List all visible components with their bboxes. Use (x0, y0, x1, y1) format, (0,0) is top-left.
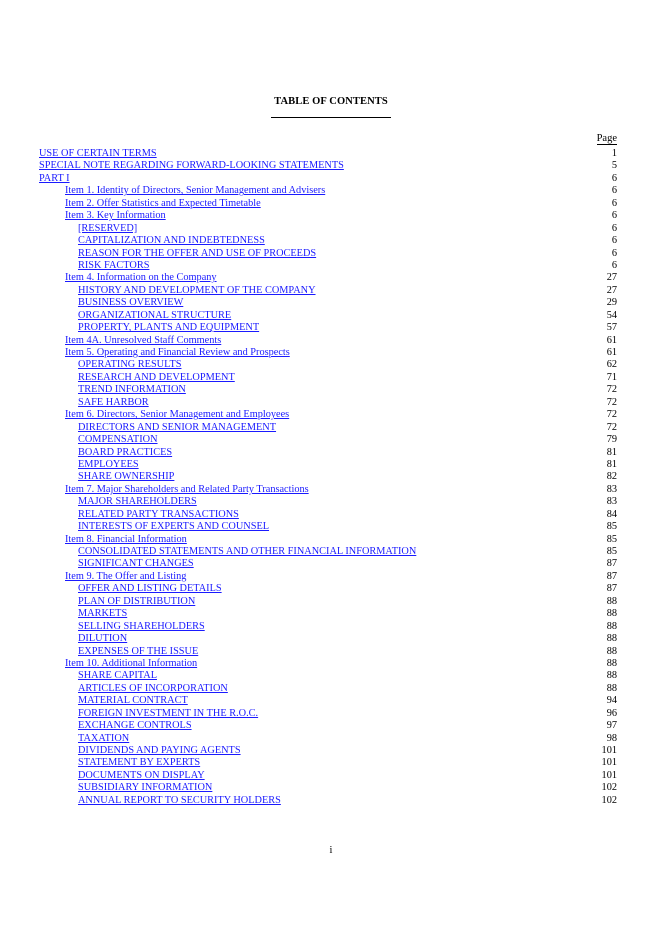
page-title: TABLE OF CONTENTS (274, 96, 388, 107)
toc-entry (39, 447, 617, 459)
toc-entry (39, 795, 617, 807)
toc-entry (39, 720, 617, 732)
toc-entry (39, 757, 617, 769)
toc-entry-link[interactable]: BUSINESS OVERVIEW (78, 297, 184, 309)
toc-entry (39, 434, 617, 446)
toc-entry (39, 558, 617, 570)
toc-entry-page: 85 (606, 521, 617, 533)
toc-entry-link[interactable]: RESEARCH AND DEVELOPMENT (78, 371, 235, 383)
toc-entry-page: 27 (606, 284, 617, 296)
toc-entry-link[interactable]: DILUTION (78, 633, 128, 645)
toc-entry-link[interactable]: Item 4. Information on the Company (65, 272, 217, 284)
toc-entry-page: 1 (611, 148, 617, 159)
toc-entry (39, 646, 617, 658)
toc-entry-page: 88 (606, 608, 617, 620)
toc-entry-link[interactable]: Item 1. Identity of Directors, Senior Management and Advisers (65, 185, 326, 197)
toc-entry-link[interactable]: Item 5. Operating and Financial Review and Prospects (65, 347, 290, 358)
toc-entry-link[interactable]: HISTORY AND DEVELOPMENT OF THE COMPANY (78, 284, 316, 296)
toc-entry (39, 310, 617, 322)
toc-entry-page: 72 (606, 384, 617, 396)
toc-entry-link[interactable]: BOARD PRACTICES (78, 446, 173, 458)
toc-entry-page: 87 (606, 558, 617, 570)
toc-entry-link[interactable]: ANNUAL REPORT TO SECURITY HOLDERS (78, 794, 281, 806)
toc-entry-page: 61 (606, 334, 617, 346)
toc-entry-link[interactable]: PART I (39, 172, 70, 184)
toc-entry (39, 695, 617, 707)
toc-entry (39, 347, 617, 359)
toc-entry (39, 546, 617, 558)
toc-entry-link[interactable]: Item 3. Key Information (65, 210, 166, 222)
toc-entry-link[interactable]: CAPITALIZATION AND INDEBTEDNESS (78, 235, 265, 247)
toc-entry (39, 422, 617, 434)
toc-entry (39, 160, 617, 172)
toc-entry-page: 98 (606, 732, 617, 744)
toc-entry (39, 509, 617, 521)
toc-entry-link[interactable]: SPECIAL NOTE REGARDING FORWARD-LOOKING STATEMENTS (39, 160, 344, 172)
toc-entry-page: 81 (606, 458, 617, 470)
toc-entry-page: 54 (606, 309, 617, 321)
toc-entry-link[interactable]: CONSOLIDATED STATEMENTS AND OTHER FINANCIAL INFORMATION (78, 546, 417, 557)
toc-entry (39, 521, 617, 533)
toc-entry (39, 496, 617, 508)
toc-entry (39, 745, 617, 757)
toc-entry-page: 72 (606, 409, 617, 421)
toc-entry (39, 608, 617, 620)
toc-entry-page: 61 (606, 347, 617, 358)
toc-entry-page: 27 (606, 272, 617, 284)
toc-entry-page: 84 (606, 508, 617, 520)
toc-entry-page: 88 (606, 595, 617, 607)
toc-entry-link[interactable]: [RESERVED] (78, 222, 138, 234)
toc-entry (39, 272, 617, 284)
toc-entry-link[interactable]: Item 8. Financial Information (65, 533, 187, 545)
toc-entry-link[interactable]: EXCHANGE CONTROLS (78, 720, 192, 732)
toc-entry-page: 57 (606, 322, 617, 334)
toc-entry-link[interactable]: SAFE HARBOR (78, 396, 149, 408)
toc-entry (39, 633, 617, 645)
toc-entry-page: 102 (601, 782, 617, 794)
toc-entry-link[interactable]: MAJOR SHAREHOLDERS (78, 496, 197, 508)
toc-entry-link[interactable]: RISK FACTORS (78, 259, 150, 271)
toc-entry (39, 384, 617, 396)
toc-entry-link[interactable]: PROPERTY, PLANTS AND EQUIPMENT (78, 322, 260, 334)
toc-entry (39, 484, 617, 496)
toc-entry (39, 571, 617, 583)
toc-entry-link[interactable]: STATEMENT BY EXPERTS (78, 757, 201, 769)
toc-entry (39, 173, 617, 185)
toc-entry (39, 583, 617, 595)
toc-entry-link[interactable]: MARKETS (78, 608, 128, 620)
toc-entry (39, 471, 617, 483)
toc-entry (39, 596, 617, 608)
toc-entry (39, 223, 617, 235)
toc-entry-page: 83 (606, 496, 617, 508)
toc-entry (39, 670, 617, 682)
toc-entry (39, 148, 617, 160)
toc-entry (39, 372, 617, 384)
toc-entry-page: 101 (601, 745, 617, 756)
toc-entry-link[interactable]: FOREIGN INVESTMENT IN THE R.O.C. (78, 707, 259, 719)
page-number: i (329, 845, 333, 856)
toc-entry (39, 248, 617, 260)
toc-entry-page: 88 (606, 670, 617, 682)
toc-entry-page: 29 (606, 297, 617, 309)
toc-entry (39, 459, 617, 471)
toc-entry (39, 185, 617, 197)
toc-entry-link[interactable]: Item 7. Major Shareholders and Related Party Transactions (65, 483, 309, 495)
toc-entry (39, 658, 617, 670)
toc-entry (39, 235, 617, 247)
toc-entry-link[interactable]: TREND INFORMATION (78, 384, 186, 396)
toc-entry-link[interactable]: DOCUMENTS ON DISPLAY (78, 769, 205, 781)
toc-entry-page: 87 (606, 583, 617, 595)
toc-entry-link[interactable]: MATERIAL CONTRACT (78, 695, 188, 707)
page-column-header: Page (596, 133, 617, 144)
toc-entry (39, 297, 617, 309)
toc-entry-page: 6 (611, 185, 617, 197)
toc-entry-page: 85 (606, 533, 617, 545)
toc-entry-link[interactable]: RELATED PARTY TRANSACTIONS (78, 508, 239, 520)
toc-entry-link[interactable]: OFFER AND LISTING DETAILS (78, 583, 222, 595)
toc-entry (39, 198, 617, 210)
toc-entry-page: 101 (601, 769, 617, 781)
toc-entry-page: 87 (606, 570, 617, 582)
toc-entry (39, 770, 617, 782)
toc-entry-page: 88 (606, 682, 617, 694)
toc-entry-page: 6 (611, 210, 617, 222)
toc-entry-page: 96 (606, 707, 617, 719)
toc-entry-page: 72 (606, 396, 617, 408)
toc-entry-page: 94 (606, 695, 617, 707)
toc-entry-link[interactable]: Item 10. Additional Information (65, 657, 198, 669)
toc-entry (39, 397, 617, 409)
toc-entry-link[interactable]: SHARE OWNERSHIP (78, 471, 175, 483)
toc-entry-link[interactable]: SELLING SHAREHOLDERS (78, 620, 205, 632)
toc-entry-link[interactable]: ARTICLES OF INCORPORATION (78, 682, 228, 694)
toc-entry-page: 101 (601, 757, 617, 769)
toc-entry-page: 71 (606, 371, 617, 383)
toc-entry-page: 102 (601, 794, 617, 806)
toc-entry-link[interactable]: USE OF CERTAIN TERMS (39, 148, 157, 159)
toc-entry-link[interactable]: PLAN OF DISTRIBUTION (78, 595, 196, 607)
toc-entry-link[interactable]: COMPENSATION (78, 434, 158, 446)
toc-entry (39, 534, 617, 546)
toc-entry-link[interactable]: EMPLOYEES (78, 458, 139, 470)
toc-entry-link[interactable]: Item 2. Offer Statistics and Expected Timetable (65, 197, 261, 209)
toc-entry-link[interactable]: TAXATION (78, 732, 130, 744)
toc-entry (39, 733, 617, 745)
toc-entry-page: 72 (606, 421, 617, 433)
toc-entry-link[interactable]: ORGANIZATIONAL STRUCTURE (78, 309, 232, 321)
toc-entry-page: 62 (606, 359, 617, 371)
toc-entry-link[interactable]: SIGNIFICANT CHANGES (78, 558, 194, 570)
toc-entry-page: 5 (611, 160, 617, 172)
toc-entry-page: 6 (611, 259, 617, 271)
toc-entry (39, 683, 617, 695)
toc-entry-page: 6 (611, 172, 617, 184)
toc-entry-page: 79 (606, 434, 617, 446)
toc-entry (39, 335, 617, 347)
toc-entry-link[interactable]: SHARE CAPITAL (78, 670, 157, 682)
toc-entry-link[interactable]: DIRECTORS AND SENIOR MANAGEMENT (78, 421, 277, 433)
toc-entry (39, 260, 617, 272)
toc-entry-page: 6 (611, 222, 617, 234)
toc-entry-link[interactable]: REASON FOR THE OFFER AND USE OF PROCEEDS (78, 247, 317, 259)
toc-entry (39, 708, 617, 720)
toc-entry-page: 88 (606, 657, 617, 669)
toc-entry-link[interactable]: Item 4A. Unresolved Staff Comments (65, 334, 222, 346)
toc-entry-link[interactable]: OPERATING RESULTS (78, 359, 182, 371)
toc-entry-page: 6 (611, 235, 617, 247)
toc-entry (39, 210, 617, 222)
title-underline (271, 117, 391, 118)
toc-entry-link[interactable]: EXPENSES OF THE ISSUE (78, 645, 199, 657)
toc-entry-page: 88 (606, 633, 617, 645)
toc-entry-page: 88 (606, 620, 617, 632)
toc-entry-page: 97 (606, 720, 617, 732)
toc-entry-page: 88 (606, 645, 617, 657)
toc-entry (39, 782, 617, 794)
toc-entry-link[interactable]: Item 9. The Offer and Listing (65, 570, 187, 582)
toc-entry-link[interactable]: INTERESTS OF EXPERTS AND COUNSEL (78, 521, 270, 533)
toc-entry-link[interactable]: DIVIDENDS AND PAYING AGENTS (78, 745, 241, 756)
toc-entry (39, 621, 617, 633)
toc-entry-page: 85 (606, 546, 617, 557)
toc-entry (39, 322, 617, 334)
toc-entry-link[interactable]: SUBSIDIARY INFORMATION (78, 782, 213, 794)
toc-entry-page: 83 (606, 483, 617, 495)
toc-entry-page: 6 (611, 247, 617, 259)
table-of-contents (39, 148, 617, 807)
toc-entry-link[interactable]: Item 6. Directors, Senior Management and Employees (65, 409, 290, 421)
toc-entry-page: 6 (611, 197, 617, 209)
toc-entry (39, 409, 617, 421)
toc-entry-page: 81 (606, 446, 617, 458)
toc-entry (39, 359, 617, 371)
toc-entry (39, 285, 617, 297)
toc-entry-page: 82 (606, 471, 617, 483)
